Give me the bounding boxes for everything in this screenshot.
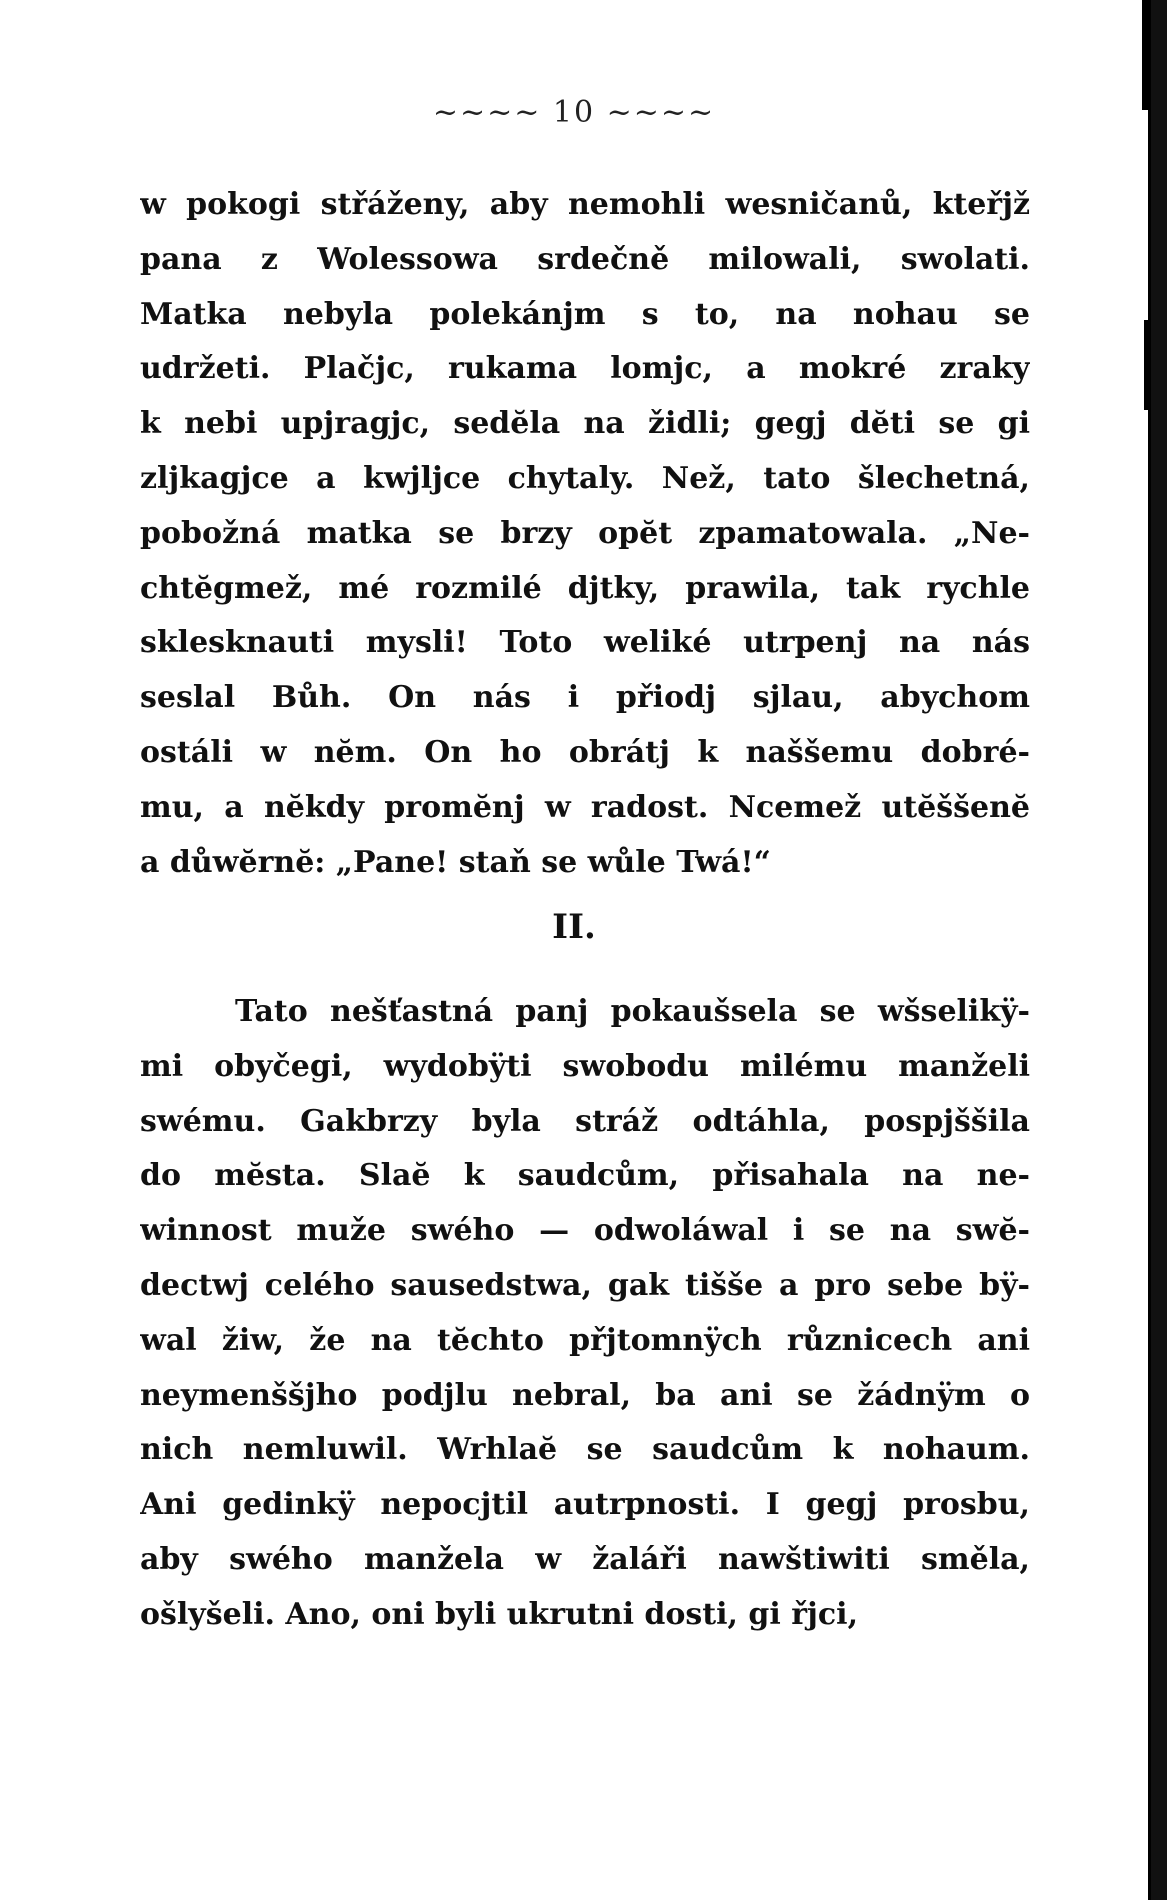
text-line: k nebi upjragjc, sedĕla na židli; gegj dĕti se gi: [140, 406, 1030, 442]
text-line: chtĕgmež, mé rozmilé djtky, prawila, tak rychle: [140, 570, 1030, 606]
page-edge-mark: [1142, 0, 1148, 110]
text-line: w pokogi střáženy, aby nemohli wesničanů, kteřjž: [140, 187, 1030, 222]
text-line: mi obyčegi, wydobÿti swobodu milému manželi: [140, 1048, 1030, 1084]
text-line: ostáli w nĕm. On ho obrátj k naššemu dobré-: [140, 734, 1030, 770]
text-line: udržeti. Plačjc, rukama lomjc, a mokré zraky: [140, 351, 1030, 387]
paragraph-2: [140, 985, 1030, 1643]
page-number-header: ~~~~ 10 ~~~~: [432, 95, 716, 130]
text-line: nich nemluwil. Wrhlaĕ se saudcům k nohaum.: [140, 1432, 1030, 1468]
text-line: a důwĕrnĕ: „Pane! staň se wůle Twá!“: [140, 844, 771, 880]
text-line: swému. Gakbrzy byla stráž odtáhla, pospjššila: [140, 1103, 1030, 1139]
text-line: wal žiw, že na tĕchto přjtomnÿch různicech ani: [140, 1322, 1030, 1358]
text-line: neymenššjho podjlu nebral, ba ani se žádnÿm o: [140, 1377, 1030, 1413]
text-line: dectwj celého sausedstwa, gak tišše a pro sebe bÿ-: [140, 1267, 1030, 1303]
text-line: Ani gedinkÿ nepocjtil autrpnosti. I gegj prosbu,: [140, 1487, 1030, 1523]
text-line: mu, a nĕkdy promĕnj w radost. Ncemež utĕššenĕ: [140, 789, 1030, 825]
section-heading: II.: [552, 907, 596, 947]
text-line: ošlyšeli. Ano, oni byli ukrutni dosti, gi řjci,: [140, 1596, 859, 1632]
text-line: pana z Wolessowa srdečně milowali, swolati.: [140, 241, 1030, 277]
page-edge-mark: [1144, 320, 1148, 410]
text-line: do mĕsta. Slaĕ k saudcům, přisahala na ne-: [140, 1158, 1030, 1194]
paragraph-1: [140, 178, 1030, 890]
text-line: sklesknauti mysli! Toto weliké utrpenj na nás: [140, 625, 1030, 661]
text-line: Matka nebyla polekánjm s to, na nohau se: [140, 296, 1030, 332]
text-line: Tato nešťastná panj pokaušsela se wšselikÿ-: [235, 994, 1030, 1029]
text-line: aby swého manžela w žaláři nawštiwiti směla,: [140, 1541, 1030, 1577]
text-line: zljkagjce a kwjljce chytaly. Než, tato šlechetná,: [140, 460, 1030, 496]
text-line: seslal Bůh. On nás i přiodj sjlau, abychom: [140, 680, 1030, 716]
text-line: winnost muže swého — odwoláwal i se na swĕ-: [140, 1213, 1030, 1249]
text-line: pobožná matka se brzy opĕt zpamatowala. „Ne-: [140, 515, 1030, 551]
